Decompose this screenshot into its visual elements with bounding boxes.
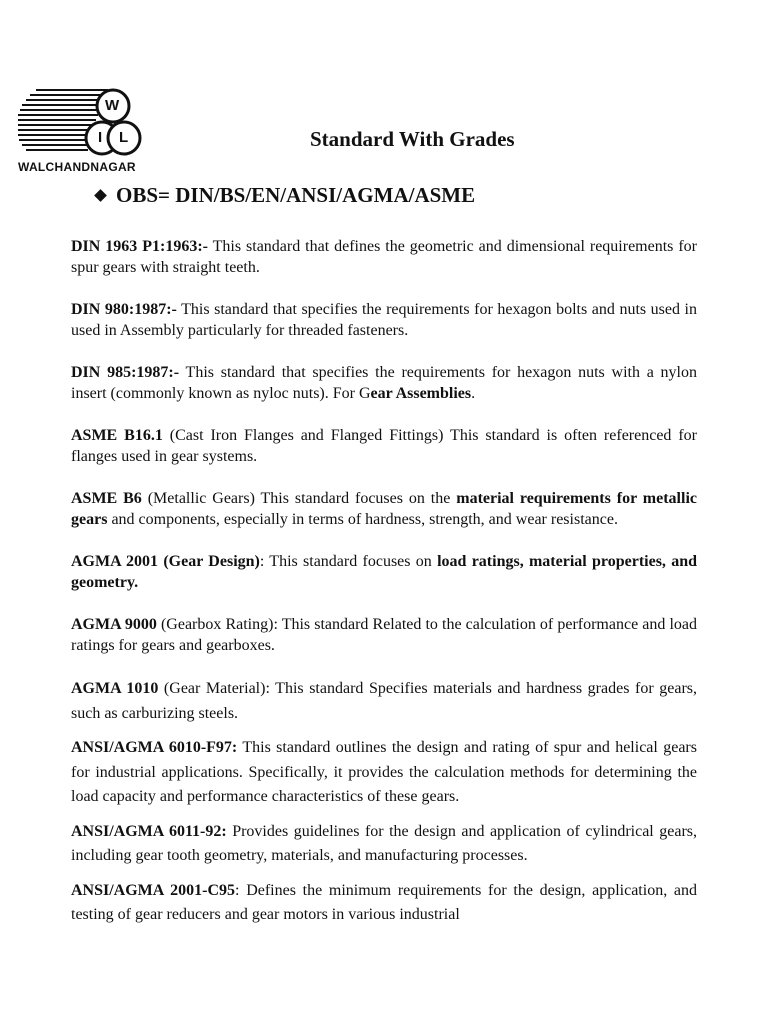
- paragraph-title: AGMA 9000: [71, 616, 157, 633]
- paragraph-bold-end: load ratings, material properties, and geometry.: [71, 553, 697, 591]
- paragraph-ansi-agma-6011: [71, 820, 697, 869]
- paragraph-din-1963: [71, 236, 697, 278]
- logo-letter-i: I: [98, 129, 103, 146]
- paragraph-title: ANSI/AGMA 2001-C95: [71, 881, 236, 899]
- logo-text: WALCHANDNAGAR: [18, 160, 136, 174]
- paragraph-body: (Gear Material): This standard Specifies materials and hardness grades for gears, such as carburizing steels.: [71, 680, 697, 722]
- paragraph-body: This standard that specifies the requirements for hexagon bolts and nuts used in used in Assembly particularly for threaded fasteners.: [71, 301, 697, 339]
- paragraph-title: DIN 1963 P1:1963:-: [71, 238, 208, 255]
- paragraph-agma-9000: [71, 614, 697, 656]
- paragraph-end: and components, especially in terms of hardness, strength, and wear resistance.: [107, 511, 618, 528]
- paragraph-body: This standard that specifies the requirements for hexagon nuts with a nylon insert (commonly known as nyloc nuts). For G: [71, 364, 697, 402]
- paragraph-agma-2001: [71, 551, 697, 593]
- paragraph-end: .: [471, 385, 476, 402]
- paragraph-asme-b6: [71, 488, 697, 530]
- paragraph-title: DIN 985:1987:-: [71, 364, 180, 381]
- diamond-bullet-icon: [94, 189, 107, 202]
- paragraph-title: ASME B6: [71, 490, 142, 507]
- paragraph-bold-mid: material requirements for metallic gears: [71, 490, 697, 528]
- paragraph-body: : Defines the minimum requirements for the design, application, and testing of gear reducers and gear motors in various industrial: [71, 881, 697, 923]
- paragraph-body: Provides guidelines for the design and application of cylindrical gears, including gear tooth geometry, materials, and manufacturing processes.: [71, 822, 697, 864]
- paragraph-title: ANSI/AGMA 6011-92:: [71, 822, 227, 840]
- paragraph-body: This standard outlines the design and rating of spur and helical gears for industrial applications. Specifically, it provides the calculation methods for determining the load capacity and performance characteristics of these gears.: [71, 739, 697, 805]
- paragraph-body: (Gearbox Rating): This standard Related to the calculation of performance and load ratings for gears and gearboxes.: [71, 616, 697, 654]
- paragraph-title: AGMA 1010: [71, 680, 159, 697]
- paragraph-title: ANSI/AGMA 6010-F97:: [71, 739, 238, 756]
- paragraph-title: ASME B16.1: [71, 427, 163, 444]
- logo-letter-l: L: [119, 129, 129, 146]
- paragraph-din-985: [71, 362, 697, 404]
- page-title: Standard With Grades: [310, 127, 515, 151]
- paragraph-body: (Metallic Gears) This standard focuses on the: [141, 490, 457, 507]
- paragraph-ansi-agma-2001-c95: [71, 879, 697, 928]
- standards-list: [71, 236, 697, 928]
- paragraph-din-980: [71, 299, 697, 341]
- paragraph-asme-b16-1: [71, 425, 697, 467]
- paragraph-body: (Cast Iron Flanges and Flanged Fittings) This standard is often referenced for flanges used in gear systems.: [71, 427, 698, 465]
- logo-letter-w: W: [105, 97, 120, 114]
- standards-bullet: [94, 183, 475, 208]
- paragraph-ansi-agma-6010: [71, 736, 697, 810]
- paragraph-bold-end: ear Assemblies: [370, 385, 472, 402]
- standards-subtitle: OBS= DIN/BS/EN/ANSI/AGMA/ASME: [116, 183, 476, 207]
- paragraph-body: : This standard focuses on: [259, 553, 438, 570]
- paragraph-agma-1010: [71, 677, 697, 726]
- paragraph-title: AGMA 2001 (Gear Design): [71, 553, 260, 570]
- paragraph-body: This standard that defines the geometric and dimensional requirements for spur gears with straight teeth.: [71, 238, 697, 276]
- paragraph-title: DIN 980:1987:-: [71, 301, 177, 318]
